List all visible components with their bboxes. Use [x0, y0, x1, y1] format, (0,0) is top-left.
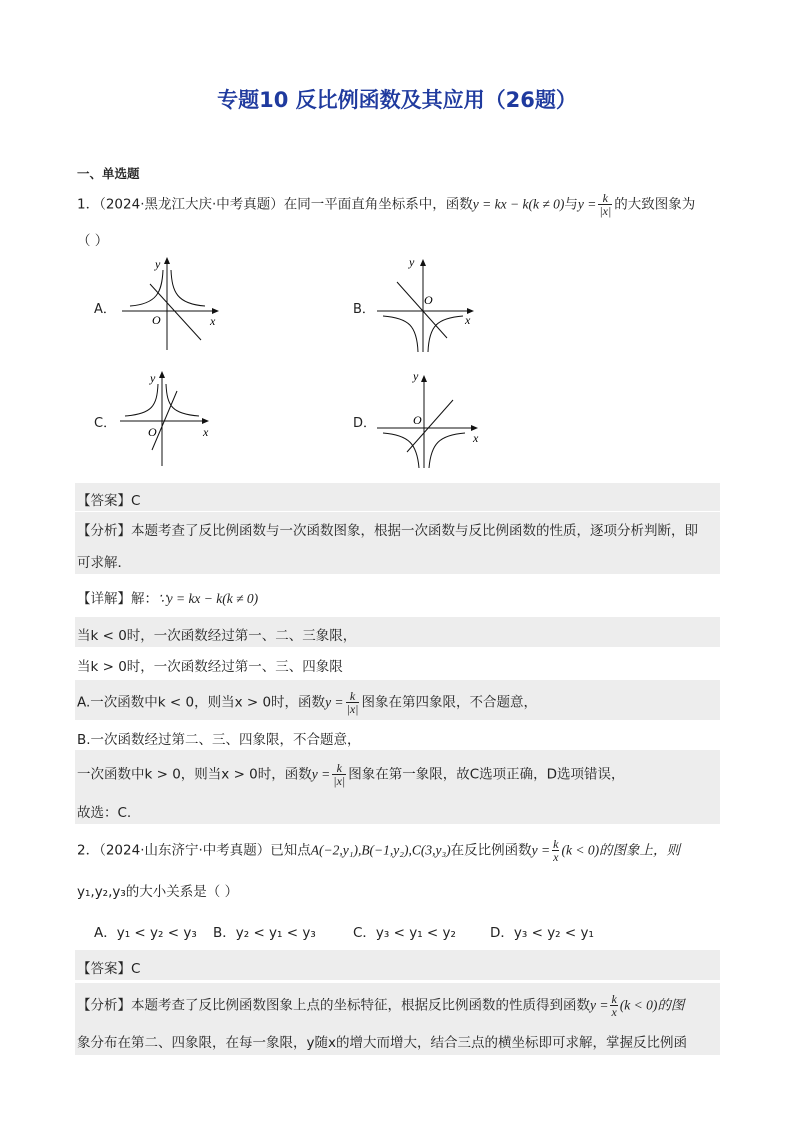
q1-option-a-label: A．	[94, 302, 116, 317]
origin-label: O	[152, 313, 161, 327]
axis-y-label: y	[155, 257, 161, 271]
q1-detail-line2: 当k > 0时，一次函数经过第一、三、四象限	[77, 659, 343, 675]
q2-analysis-cont: 象分布在第二、四象限，在每一象限，y随x的增大而增大，结合三点的横坐标即可求解，掌握反比例函	[77, 1035, 687, 1051]
q2-analysis: 【分析】本题考查了反比例函数图象上点的坐标特征，根据反比例函数的性质得到函数y = $\frac{k}{x}$ (k < 0)的图	[77, 992, 685, 1019]
q2-stem-b: 在反比例函数	[450, 842, 532, 859]
q1-analysis: 【分析】本题考查了反比例函数与一次函数图象，根据一次函数与反比例函数的性质，逐项分析判断，即	[77, 523, 698, 539]
q1-stem-c: 的大致图象为	[614, 196, 696, 213]
q2-answer-row	[75, 950, 720, 980]
q1-detail-line5-frac: $\frac{k}{|x|}$	[333, 761, 346, 788]
q1-detail-line5-a: 一次函数中k > 0，则当x > 0时，函数	[77, 766, 312, 783]
q1-graph-b	[373, 252, 483, 356]
q1-paren: （ ）	[77, 233, 109, 249]
axis-x-label: x	[210, 314, 216, 328]
q2-analysis-a: 【分析】本题考查了反比例函数图象上点的坐标特征，根据反比例函数的性质得到函数	[77, 997, 590, 1014]
q1-eq2-lhs: y =	[577, 196, 597, 212]
q1-option-b-label: B．	[353, 302, 375, 317]
axis-x-label: x	[203, 425, 209, 439]
q1-detail-label: 【详解】解：	[77, 591, 158, 607]
q2-analysis-frac: $\frac{k}{x}$	[611, 992, 617, 1019]
axis-y-label: y	[150, 371, 156, 385]
q1-detail-line6: 故选：C.	[77, 805, 132, 821]
q1-answer-row	[75, 483, 720, 511]
q1-graph-d	[373, 366, 488, 472]
q2-stem-c: (k < 0)的图象上，则	[561, 842, 681, 858]
axis-x-label: x	[465, 313, 471, 327]
q2-points: A(−2,y₁),B(−1,y₂),C(3,y₃)	[310, 842, 451, 858]
q2-analysis-b: (k < 0)的图	[619, 997, 685, 1013]
q2-answer: 【答案】C	[77, 961, 141, 977]
q1-eq1: y = kx − k(k ≠ 0)	[472, 196, 565, 212]
q1-stem	[77, 192, 695, 217]
q2-option-c: C．y₃ < y₁ < y₂	[353, 925, 456, 941]
page-title: 专题10 反比例函数及其应用（26题）	[217, 88, 577, 112]
q1-detail-line1: 当k < 0时，一次函数经过第一、二、三象限，	[77, 628, 357, 644]
q1-fraction: $\frac{k}{|x|}$	[599, 191, 612, 218]
q1-detail-eq: ∵y = kx − k(k ≠ 0)	[158, 591, 259, 606]
axis-y-label: y	[413, 369, 419, 383]
q1-detail-line5: 一次函数中k > 0，则当x > 0时，函数y = $\frac{k}{|x|}$ 图象在第一象限，故C选项正确，D选项错误，	[77, 761, 625, 788]
q2-fraction: $\frac{k}{x}$	[553, 837, 559, 864]
q1-detail-line3: A.一次函数中k < 0，则当x > 0时，函数y = $\frac{k}{|x|}$ 图象在第四象限，不合题意，	[77, 689, 537, 716]
q2-option-a: A．y₁ < y₂ < y₃	[94, 925, 197, 941]
q1-detail	[77, 587, 258, 607]
q1-stem-b: 与	[564, 196, 578, 213]
q1-option-c-label: C．	[94, 416, 117, 431]
q1-answer: 【答案】C	[77, 493, 141, 509]
origin-label: O	[148, 425, 157, 439]
q2-option-b: B．y₂ < y₁ < y₃	[213, 925, 316, 941]
q1-detail-line3-b: 图象在第四象限，不合题意，	[361, 694, 537, 711]
q2-stem: 2．（2024·山东济宁·中考真题）已知点A(−2,y₁),B(−1,y₂),C(3,y₃)在反比例函数y = $\frac{k}{x}$ (k < 0)的图象上，则	[77, 837, 681, 864]
section-heading: 一、单选题	[77, 166, 140, 181]
q1-detail-line3-a: A.一次函数中k < 0，则当x > 0时，函数	[77, 694, 326, 711]
q1-analysis-cont: 可求解．	[77, 555, 131, 571]
q2-stem-a: 2．（2024·山东济宁·中考真题）已知点	[77, 842, 311, 859]
origin-label: O	[424, 293, 433, 307]
axis-y-label: y	[409, 255, 415, 269]
q2-stem-cont: y₁,y₂,y₃的大小关系是（ ）	[77, 884, 239, 900]
q2-option-d: D．y₃ < y₂ < y₁	[490, 925, 594, 941]
axis-x-label: x	[473, 431, 479, 445]
q1-graph-c	[115, 366, 225, 470]
origin-label: O	[413, 413, 422, 427]
q1-stem-a: 1．（2024·黑龙江大庆·中考真题）在同一平面直角坐标系中，函数	[77, 196, 473, 213]
q1-graph-a	[115, 252, 225, 354]
q1-option-d-label: D．	[353, 416, 377, 431]
q1-detail-line4: B.一次函数经过第二、三、四象限，不合题意，	[77, 732, 361, 748]
q1-detail-line5-b: 图象在第一象限，故C选项正确，D选项错误，	[348, 766, 625, 783]
q1-detail-line3-frac: $\frac{k}{|x|}$	[346, 689, 359, 716]
